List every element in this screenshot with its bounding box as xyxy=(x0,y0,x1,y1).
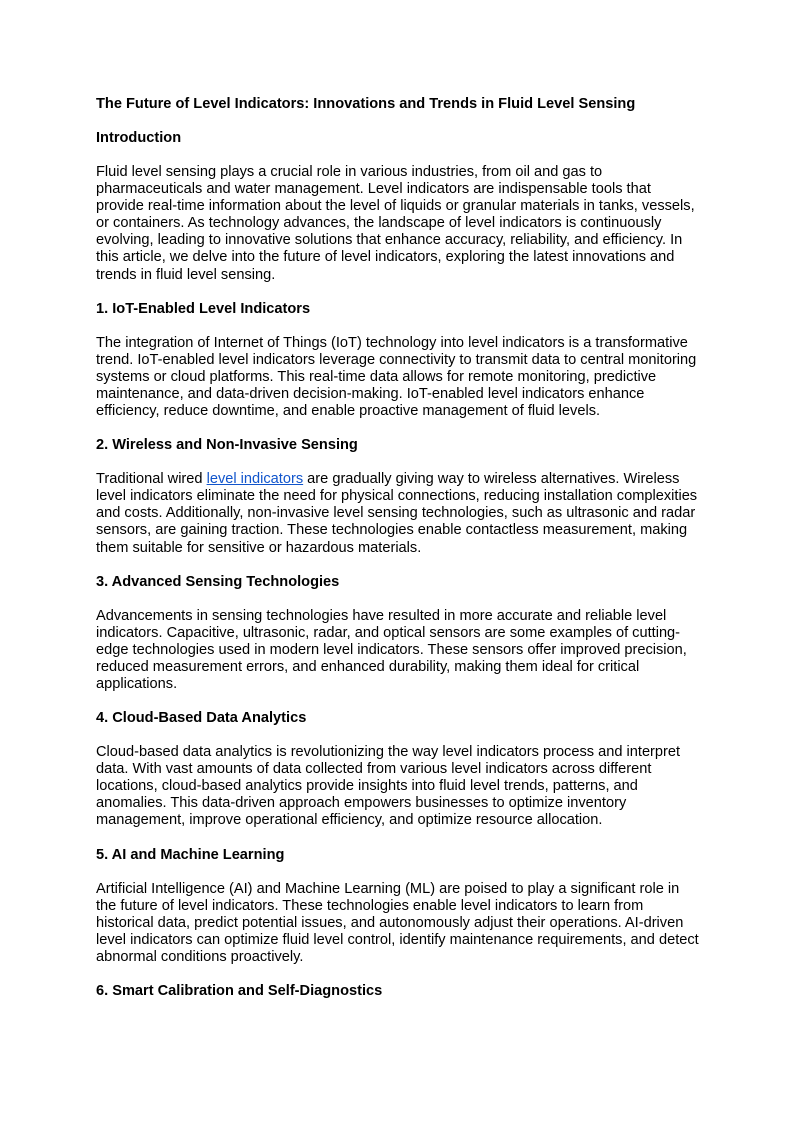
section-2-text-before-link: Traditional wired xyxy=(96,471,207,488)
section-4-paragraph: Cloud-based data analytics is revolutionizing the way level indicators process and interpret data. With vast amounts of data collected from various level indicators across different locations, cloud-based analytics provide insights into fluid level trends, patterns, and anomalies. This data-driven approach empowers businesses to optimize inventory management, improve operational efficiency, and optimize resource allocation. xyxy=(96,744,681,829)
section-4-heading: 4. Cloud-Based Data Analytics xyxy=(96,710,307,727)
intro-paragraph: Fluid level sensing plays a crucial role in various industries, from oil and gas to pharmaceuticals and water management. Level indicators are indispensable tools that provide real-time information about the level of liquids or granular materials in tanks, vessels, or containers. As technology advances, the landscape of level indicators is continuously evolving, leading to innovative solutions that enhance accuracy, reliability, and efficiency. In this article, we delve into the future of level indicators, exploring the latest innovations and trends in fluid level sensing. xyxy=(96,164,695,283)
section-1-paragraph: The integration of Internet of Things (IoT) technology into level indicators is a transformative trend. IoT-enabled level indicators leverage connectivity to transmit data to central monitoring systems or cloud platforms. This real-time data allows for remote monitoring, predictive maintenance, and data-driven decision-making. IoT-enabled level indicators enhance efficiency, reduce downtime, and enable proactive management of fluid levels. xyxy=(96,334,697,420)
document-title: The Future of Level Indicators: Innovations and Trends in Fluid Level Sensing xyxy=(96,96,636,112)
document-page xyxy=(96,96,700,1017)
section-1-heading: 1. IoT-Enabled Level Indicators xyxy=(96,300,311,317)
intro-heading: Introduction xyxy=(96,130,182,146)
section-2-heading: 2. Wireless and Non-Invasive Sensing xyxy=(96,437,358,454)
section-3-heading: 3. Advanced Sensing Technologies xyxy=(96,573,340,590)
level-indicators-link[interactable]: level indicators xyxy=(206,471,304,488)
section-5-heading: 5. AI and Machine Learning xyxy=(96,846,285,863)
section-5-paragraph: Artificial Intelligence (AI) and Machine Learning (ML) are poised to play a significant role in the future of level indicators. These technologies enable level indicators to learn from historical data, predict potential issues, and autonomously adjust their operations. AI-driven level indicators can optimize fluid level control, identify maintenance requirements, and detect abnormal conditions proactively. xyxy=(96,880,699,965)
section-6-heading: 6. Smart Calibration and Self-Diagnostics xyxy=(96,983,383,999)
section-2-paragraph xyxy=(96,471,700,556)
section-2-text-after-link: are gradually giving way to wireless alternatives. Wireless level indicators eliminate the need for physical connections, reducing installation complexities and costs. Additionally, non-invasive level sensing technologies, such as ultrasonic and radar sensors, are gaining traction. These technologies enable contactless measurement, making them suitable for sensitive or hazardous materials. xyxy=(96,471,698,556)
section-3-paragraph: Advancements in sensing technologies have resulted in more accurate and reliable level indicators. Capacitive, ultrasonic, radar, and optical sensors are some examples of cutting-edge technologies used in modern level indicators. These sensors offer improved precision, reduced measurement errors, and enhanced durability, making them ideal for critical applications. xyxy=(96,607,687,692)
